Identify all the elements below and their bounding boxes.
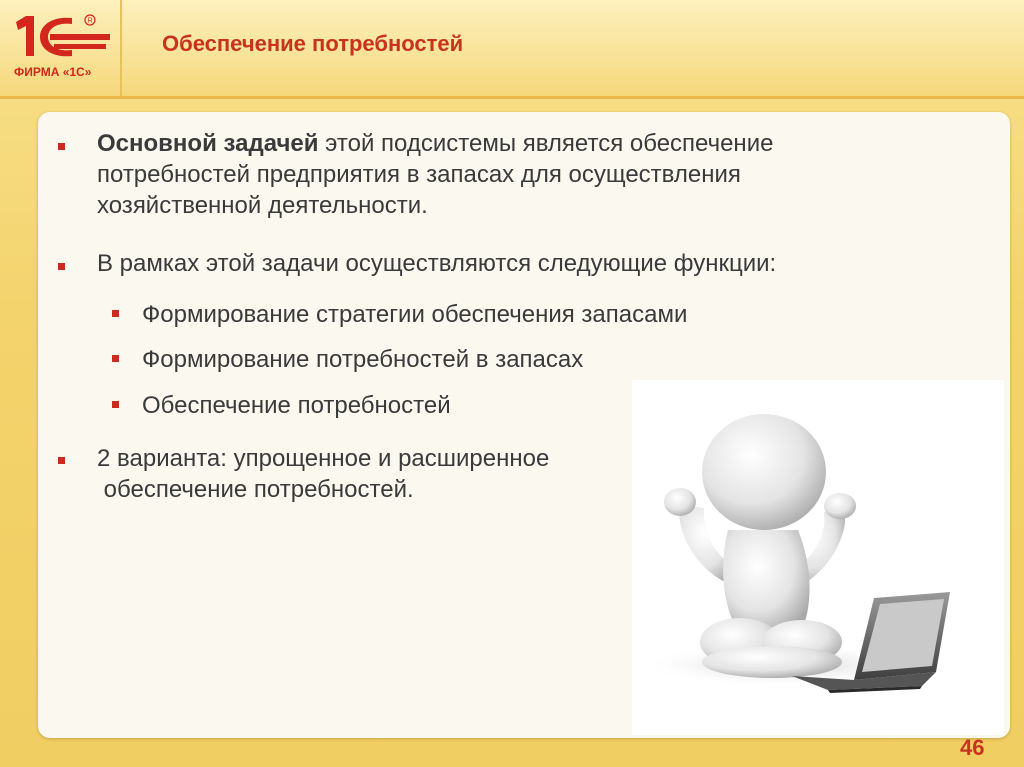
logo-caption: ФИРМА «1С» — [14, 65, 92, 79]
main-task-rest: этой подсистемы является обеспечение — [318, 130, 774, 157]
variants-line2: обеспечение потребностей. — [97, 476, 414, 503]
bullet-icon — [58, 263, 65, 270]
sub-bullet-icon — [112, 355, 119, 362]
sub-item-provision: Обеспечение потребностей — [142, 392, 451, 419]
slide-title: Обеспечение потребностей — [162, 31, 464, 56]
paragraph-functions: В рамках этой задачи осуществляются следующие функции: — [97, 250, 777, 277]
variants-line1: 2 варианта: упрощенное и расширенное — [97, 445, 550, 472]
page-number: 46 — [960, 735, 985, 760]
paragraph-variants — [97, 443, 549, 505]
company-logo — [10, 8, 116, 88]
paragraph-main-task — [97, 128, 927, 221]
sub-item-strategy: Формирование стратегии обеспечения запасами — [142, 301, 688, 328]
bullet-icon — [58, 143, 65, 150]
logo-separator — [120, 0, 122, 96]
sub-bullet-icon — [112, 401, 119, 408]
main-task-line2: потребностей предприятия в запасах для осуществления — [97, 161, 741, 188]
sub-item-needs: Формирование потребностей в запасах — [142, 346, 584, 373]
head-icon — [702, 414, 826, 530]
slide-header — [0, 0, 1024, 98]
sub-bullet-icon — [112, 310, 119, 317]
main-task-bold: Основной задачей — [97, 130, 319, 157]
main-task-line3: хозяйственной деятельности. — [97, 192, 428, 219]
illustration — [632, 380, 1004, 735]
header-divider — [0, 96, 1024, 99]
svg-text:R: R — [87, 17, 93, 25]
bullet-icon — [58, 457, 65, 464]
